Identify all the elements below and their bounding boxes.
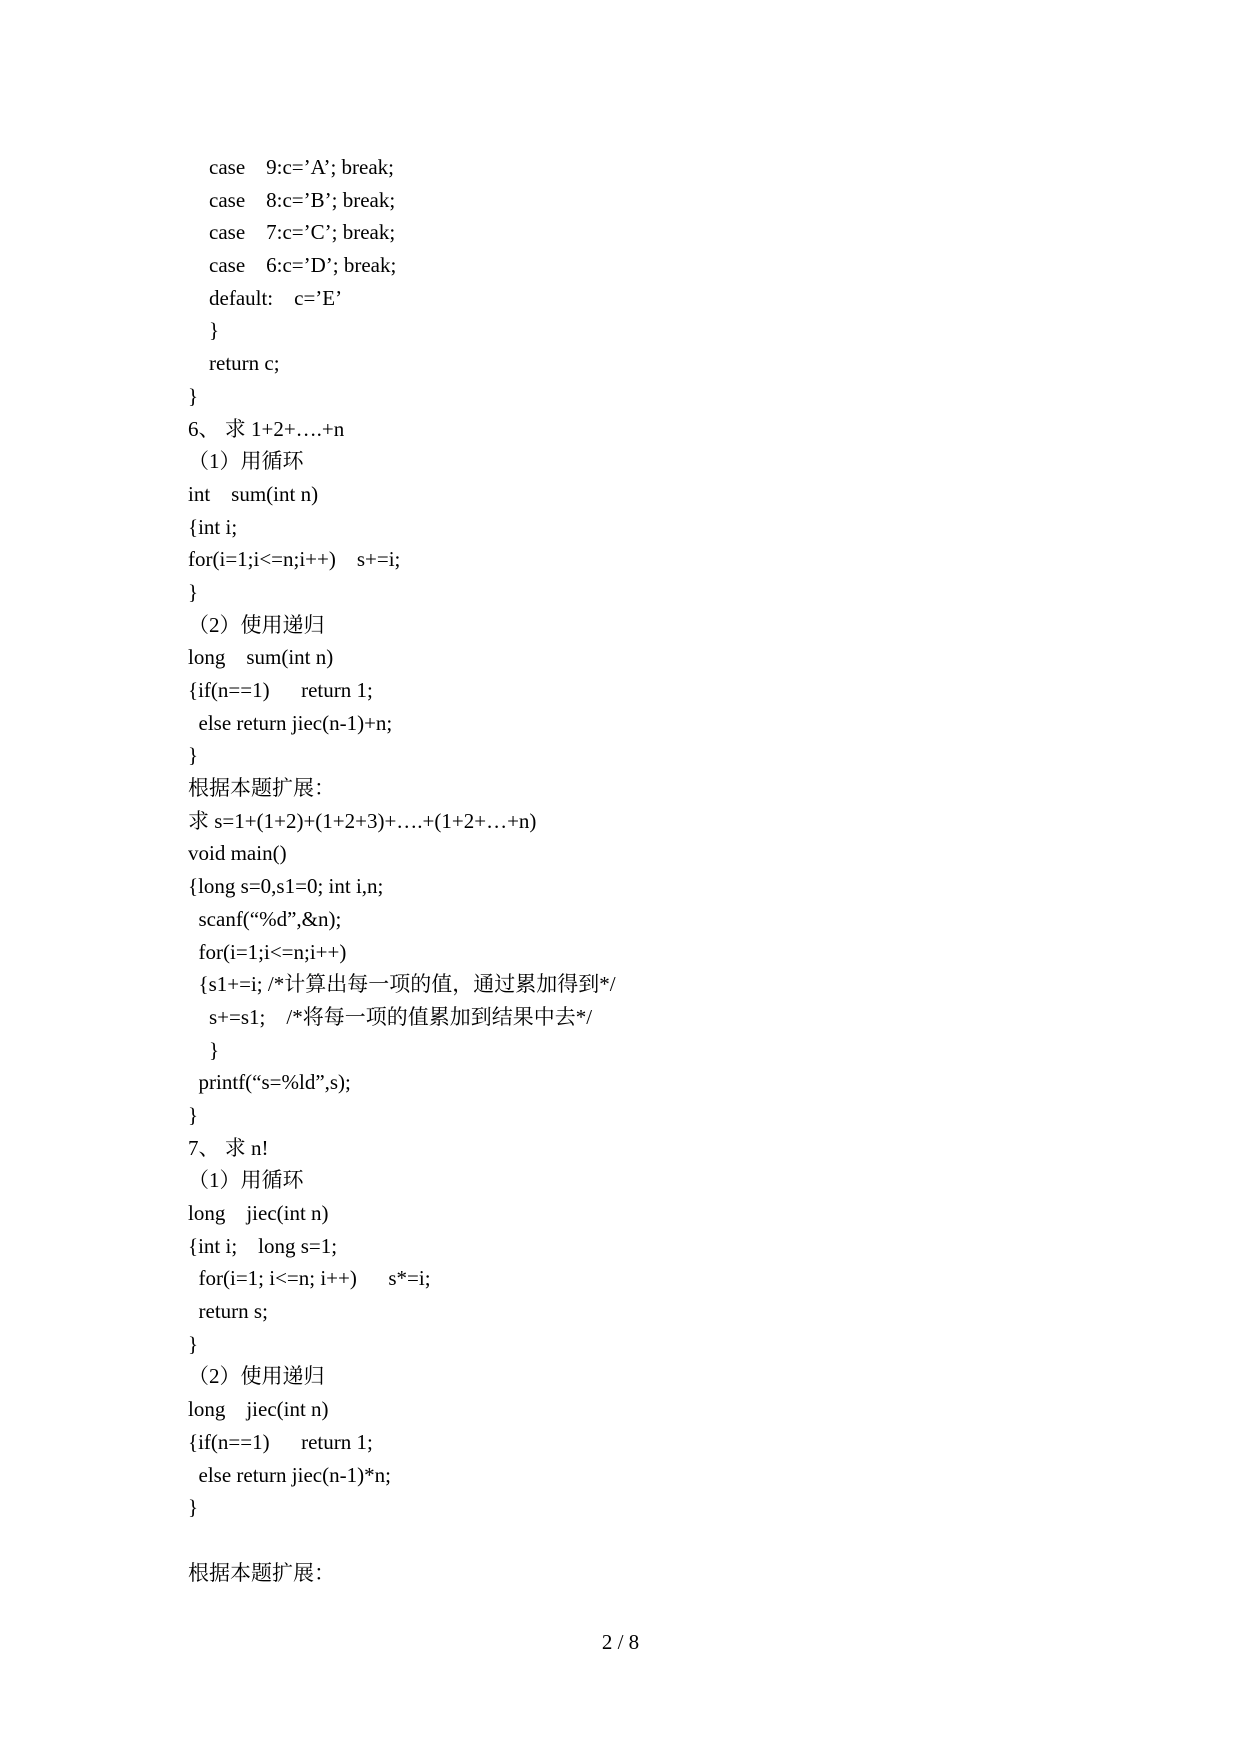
code-line: long jiec(int n) [188,1397,329,1422]
code-line: } [188,318,220,343]
code-line: void main() [188,841,287,866]
code-line: case 7:c=’C’; break; [188,220,396,245]
code-line: } [188,1037,220,1062]
subsection-heading: （2）使用递归 [188,1364,325,1389]
code-line: return s; [188,1299,268,1324]
code-line: for(i=1;i<=n;i++) s+=i; [188,547,401,572]
code-line: case 8:c=’B’; break; [188,187,396,212]
subsection-heading: （1）用循环 [188,449,304,474]
code-line: else return jiec(n-1)*n; [188,1462,391,1487]
extension-heading: 根据本题扩展： [188,776,335,801]
code-line: {if(n==1) return 1; [188,1429,373,1454]
code-line: for(i=1;i<=n;i++) [188,939,347,964]
subsection-heading: （2）使用递归 [188,612,325,637]
code-line: case 6:c=’D’; break; [188,253,397,278]
code-line: } [188,1102,199,1127]
code-line: long sum(int n) [188,645,334,670]
code-line: default: c=’E’ [188,285,343,310]
code-line: scanf(“%d”,&n); [188,906,342,931]
subsection-heading: （1）用循环 [188,1168,304,1193]
page-number: 2 / 8 [601,1630,640,1654]
code-line: else return jiec(n-1)+n; [188,710,393,735]
code-line: printf(“s=%ld”,s); [188,1070,351,1095]
section-heading: 7、 求 n! [188,1135,269,1160]
code-listing [188,151,1088,1589]
code-line: {if(n==1) return 1; [188,678,373,702]
code-line: } [188,743,199,768]
code-line: } [188,383,199,408]
extension-heading: 根据本题扩展： [188,1560,335,1585]
code-line: {int i; long s=1; [188,1233,338,1258]
code-line: {s1+=i; /*计算出每一项的值，通过累加得到*/ [188,972,616,997]
code-line: for(i=1; i<=n; i++) s*=i; [188,1266,431,1291]
code-line: long jiec(int n) [188,1201,329,1225]
section-heading: 6、 求 1+2+….+n [188,416,345,441]
code-line: s+=s1; /*将每一项的值累加到结果中去*/ [188,1004,593,1029]
code-line: } [188,1331,199,1356]
blank-line [188,1524,1088,1557]
code-line: int sum(int n) [188,481,319,506]
code-line: return c; [188,351,280,376]
code-line: } [188,579,199,604]
code-line: {long s=0,s1=0; int i,n; [188,874,384,899]
problem-statement: 求 s=1+(1+2)+(1+2+3)+….+(1+2+…+n) [188,808,537,833]
code-line: } [188,1495,199,1520]
code-line: {int i; [188,514,238,539]
code-line: case 9:c=’A’; break; [188,155,395,179]
